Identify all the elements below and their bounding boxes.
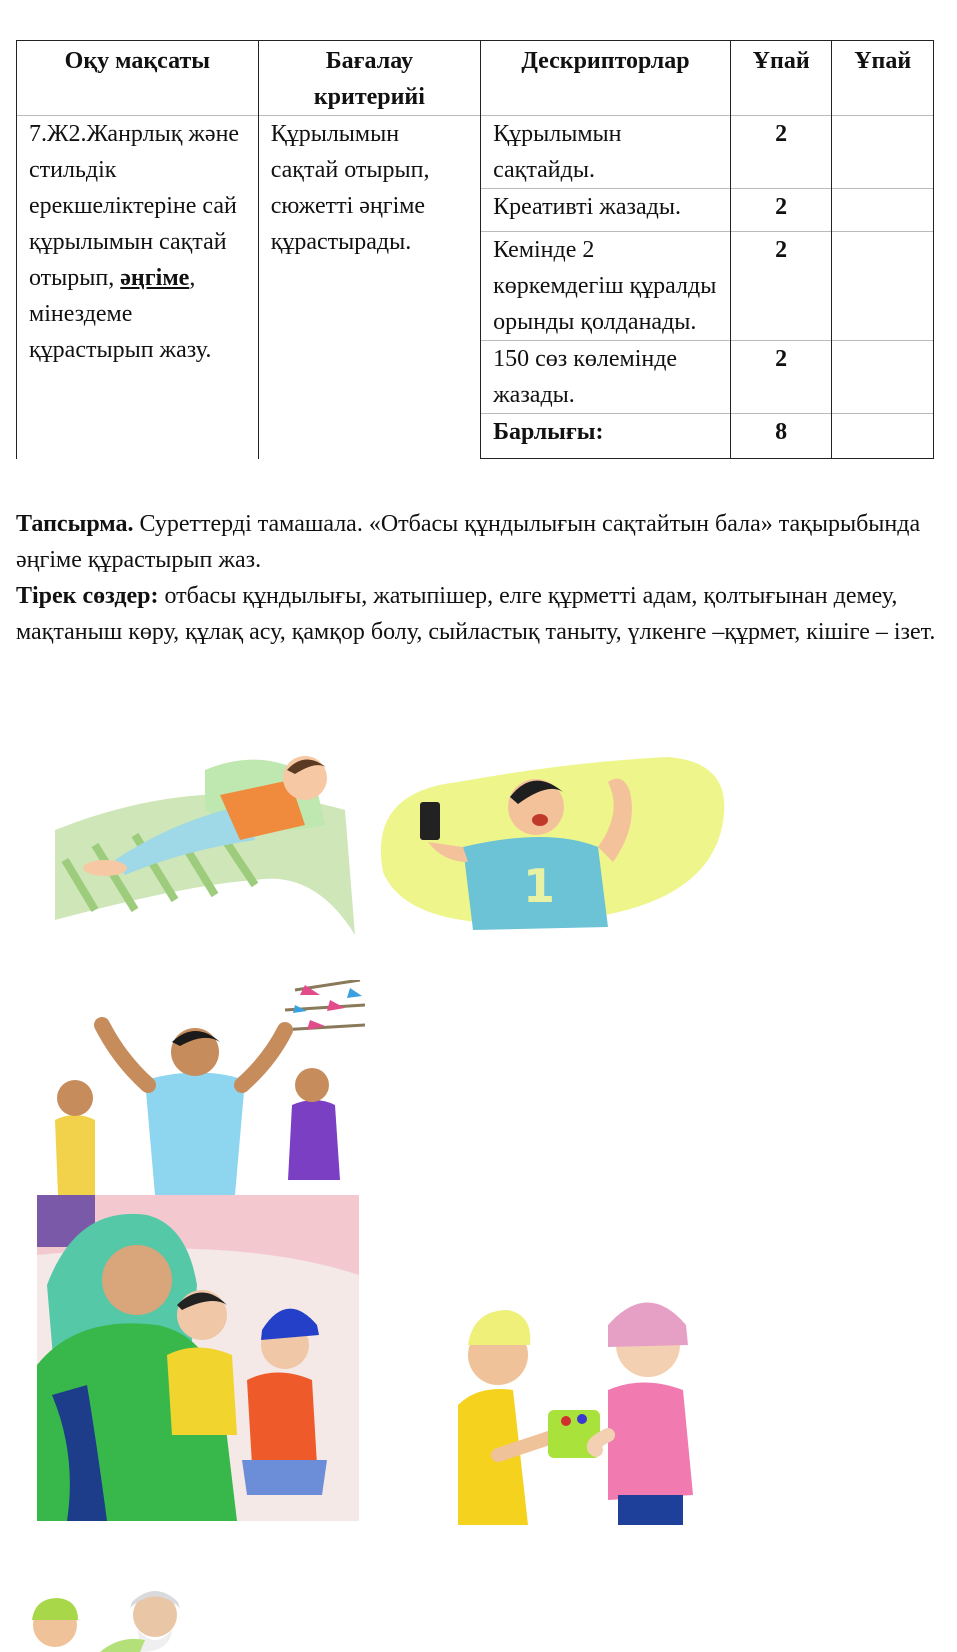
score-cell <box>832 232 934 341</box>
illustration-lazy-boy <box>55 750 360 935</box>
descriptor-cell: Құрылымын сақтайды. <box>481 116 731 189</box>
objective-text-end: , мінездеме құрастырып жазу. <box>29 265 212 363</box>
descriptor-cell: Кемінде 2 көркемдегіш құралды орынды қолданады. <box>481 232 731 341</box>
score-cell <box>832 189 934 232</box>
criterion-cell: Құрылымын сақтай отырып, сюжетті әңгіме құрастырады. <box>258 116 480 459</box>
objective-cell <box>17 116 259 459</box>
header-points-2: Ұпай <box>832 41 934 116</box>
score-cell <box>832 116 934 189</box>
descriptor-cell: 150 сөз көлемінде жазады. <box>481 341 731 414</box>
svg-text:1: 1 <box>523 859 556 913</box>
total-points: 8 <box>730 414 832 459</box>
illustration-family-play <box>30 980 365 1195</box>
header-objective: Оқу мақсаты <box>17 41 259 116</box>
header-points: Ұпай <box>730 41 832 116</box>
objective-text: 7.Ж2.Жанрлық және стильдік ерекшеліктеріне сай құрылымын сақтай отырып, <box>29 121 240 291</box>
keywords-text: отбасы құндылығы, жатыпішер, елге құрметті адам, қолтығынан демеу, мақтаныш көру, құлақ асу, қамқор болу, сыйластық таныту, үлкенге –құрмет, кішіге – ізет. <box>16 583 936 645</box>
table-row <box>17 116 934 189</box>
keywords-paragraph <box>16 578 941 650</box>
points-cell: 2 <box>730 341 832 414</box>
total-label: Барлығы: <box>481 414 731 459</box>
points-cell: 2 <box>730 116 832 189</box>
illustration-grandfather <box>30 1580 190 1652</box>
grading-table <box>16 40 934 459</box>
score-cell <box>832 341 934 414</box>
header-descriptors: Дескрипторлар <box>481 41 731 116</box>
task-paragraph <box>16 506 941 578</box>
score-cell <box>832 414 934 459</box>
task-label: Тапсырма. <box>16 511 134 537</box>
points-cell: 2 <box>730 232 832 341</box>
illustration-selfie-boy <box>368 752 728 932</box>
objective-highlight: әңгіме <box>120 265 190 291</box>
keywords-label: Тірек сөздер: <box>16 583 159 609</box>
table-header-row <box>17 41 934 116</box>
header-criterion: Бағалау критерийі <box>258 41 480 116</box>
illustration-sharing-gift <box>458 1285 703 1525</box>
descriptor-cell: Креативті жазады. <box>481 189 731 232</box>
illustration-grandmother <box>37 1195 359 1521</box>
task-section <box>16 506 941 650</box>
task-text: Суреттерді тамашала. «Отбасы құндылығын сақтайтын бала» тақырыбында әңгіме құрастырып жаз. <box>16 511 921 573</box>
points-cell: 2 <box>730 189 832 232</box>
